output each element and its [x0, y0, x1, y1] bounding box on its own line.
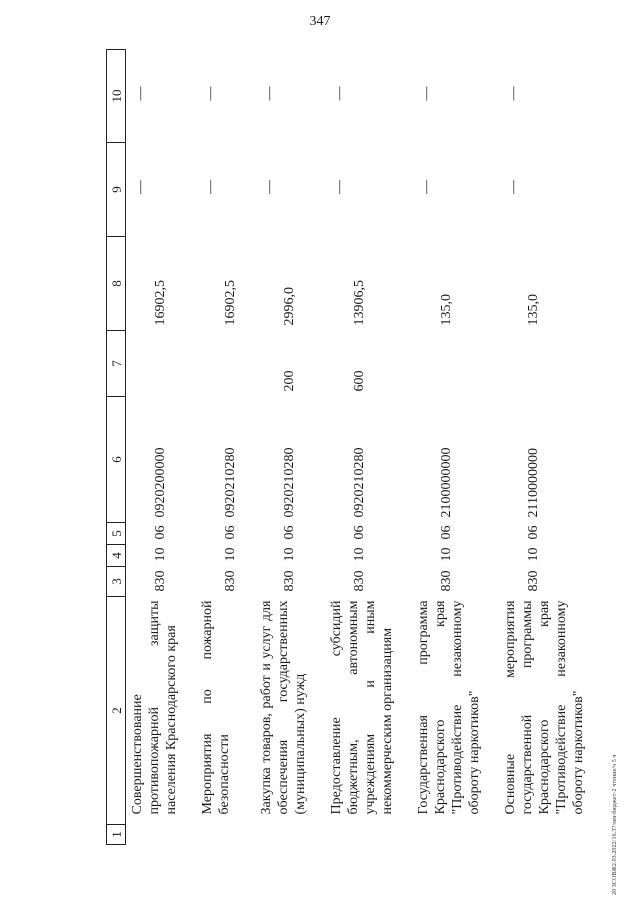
rotated-table-wrapper: [106, 50, 634, 845]
document-code: 20 ЗСОВЖ2.03.2022/16.37/мм-бюджет-2 чтение/ч 5 ч: [612, 754, 618, 895]
row-index-cell: [325, 825, 412, 845]
code-expense-type: 200: [282, 370, 297, 392]
code-expense-type: [196, 331, 255, 397]
table-row: [499, 50, 603, 845]
code-subsection: 06: [282, 525, 297, 540]
table-header-row: [107, 50, 126, 845]
row-description: Государственная программа Краснодарского края "Противодействие незаконному обороту наркотиков": [416, 600, 482, 815]
col-10-value: —: [133, 86, 148, 101]
row-index-cell: [412, 825, 499, 845]
amount: 13906,5: [352, 280, 367, 326]
col-10-value: —: [203, 86, 218, 101]
code-target: 0920210280: [352, 447, 367, 518]
code-section: 10: [439, 547, 454, 562]
code-subsection: 06: [352, 525, 367, 540]
code-section: 10: [526, 547, 541, 562]
code-target: 0920200000: [153, 447, 168, 518]
code-section: 10: [352, 547, 367, 562]
code-admin: 830: [153, 570, 168, 592]
code-expense-type: 600: [352, 370, 367, 392]
header-cell: 10: [107, 50, 126, 143]
code-expense-type: [126, 331, 197, 397]
code-admin: 830: [352, 570, 367, 592]
table-row: [325, 50, 412, 845]
code-admin: 830: [282, 570, 297, 592]
amount: 16902,5: [223, 280, 238, 326]
col-9-value: —: [262, 180, 277, 194]
row-description: Мероприятия по пожарной безопасности: [200, 600, 232, 815]
amount: 135,0: [439, 294, 454, 326]
code-subsection: 06: [153, 525, 168, 540]
code-subsection: 06: [526, 525, 541, 540]
page-number: 347: [309, 14, 331, 29]
code-section: 10: [153, 547, 168, 562]
amount: 16902,5: [153, 280, 168, 326]
code-target: 0920210280: [282, 447, 297, 518]
row-description: Основные мероприятия государственной программы Краснодарского края "Противодействие незаконному обороту наркотиков": [503, 600, 586, 815]
row-description: Совершенствование противопожарной защиты населения Краснодарского края: [130, 600, 179, 815]
code-subsection: 06: [439, 525, 454, 540]
header-cell: 9: [107, 143, 126, 237]
code-expense-type: [499, 331, 603, 397]
code-section: 10: [282, 547, 297, 562]
row-index-cell: [255, 825, 325, 845]
row-description: Предоставление субсидий бюджетным, автономным учреждениям и иным некоммерческим организациям: [329, 600, 395, 815]
col-9-value: —: [419, 180, 434, 194]
row-index-cell: [196, 825, 255, 845]
header-cell: 8: [107, 237, 126, 331]
col-9-value: —: [506, 180, 521, 194]
code-target: 2110000000: [526, 448, 541, 518]
budget-table: [106, 49, 603, 845]
col-10-value: —: [419, 86, 434, 101]
col-10-value: —: [506, 86, 521, 101]
header-cell: 4: [107, 545, 126, 567]
table-row: [255, 50, 325, 845]
header-cell: 3: [107, 567, 126, 597]
header-cell: 7: [107, 331, 126, 397]
code-target: 2100000000: [439, 447, 454, 518]
code-target: 0920210280: [223, 447, 238, 518]
header-cell: 1: [107, 825, 126, 845]
table-row: [126, 50, 197, 845]
header-cell: 5: [107, 523, 126, 545]
code-section: 10: [223, 547, 238, 562]
table-row: [196, 50, 255, 845]
col-10-value: —: [332, 86, 347, 101]
header-cell: 6: [107, 397, 126, 523]
row-description: Закупка товаров, работ и услуг для обеспечения государственных (муниципальных) нужд: [259, 600, 308, 815]
code-subsection: 06: [223, 525, 238, 540]
table-row: [412, 50, 499, 845]
header-cell: 2: [107, 597, 126, 825]
col-9-value: —: [203, 180, 218, 194]
row-index-cell: [499, 825, 603, 845]
col-9-value: —: [133, 180, 148, 194]
code-admin: 830: [439, 570, 454, 592]
col-10-value: —: [262, 86, 277, 101]
row-index-cell: [126, 825, 197, 845]
code-admin: 830: [526, 570, 541, 592]
code-admin: 830: [223, 570, 238, 592]
amount: 135,0: [526, 294, 541, 326]
amount: 2996,0: [282, 287, 297, 326]
col-9-value: —: [332, 180, 347, 194]
code-expense-type: [412, 331, 499, 397]
